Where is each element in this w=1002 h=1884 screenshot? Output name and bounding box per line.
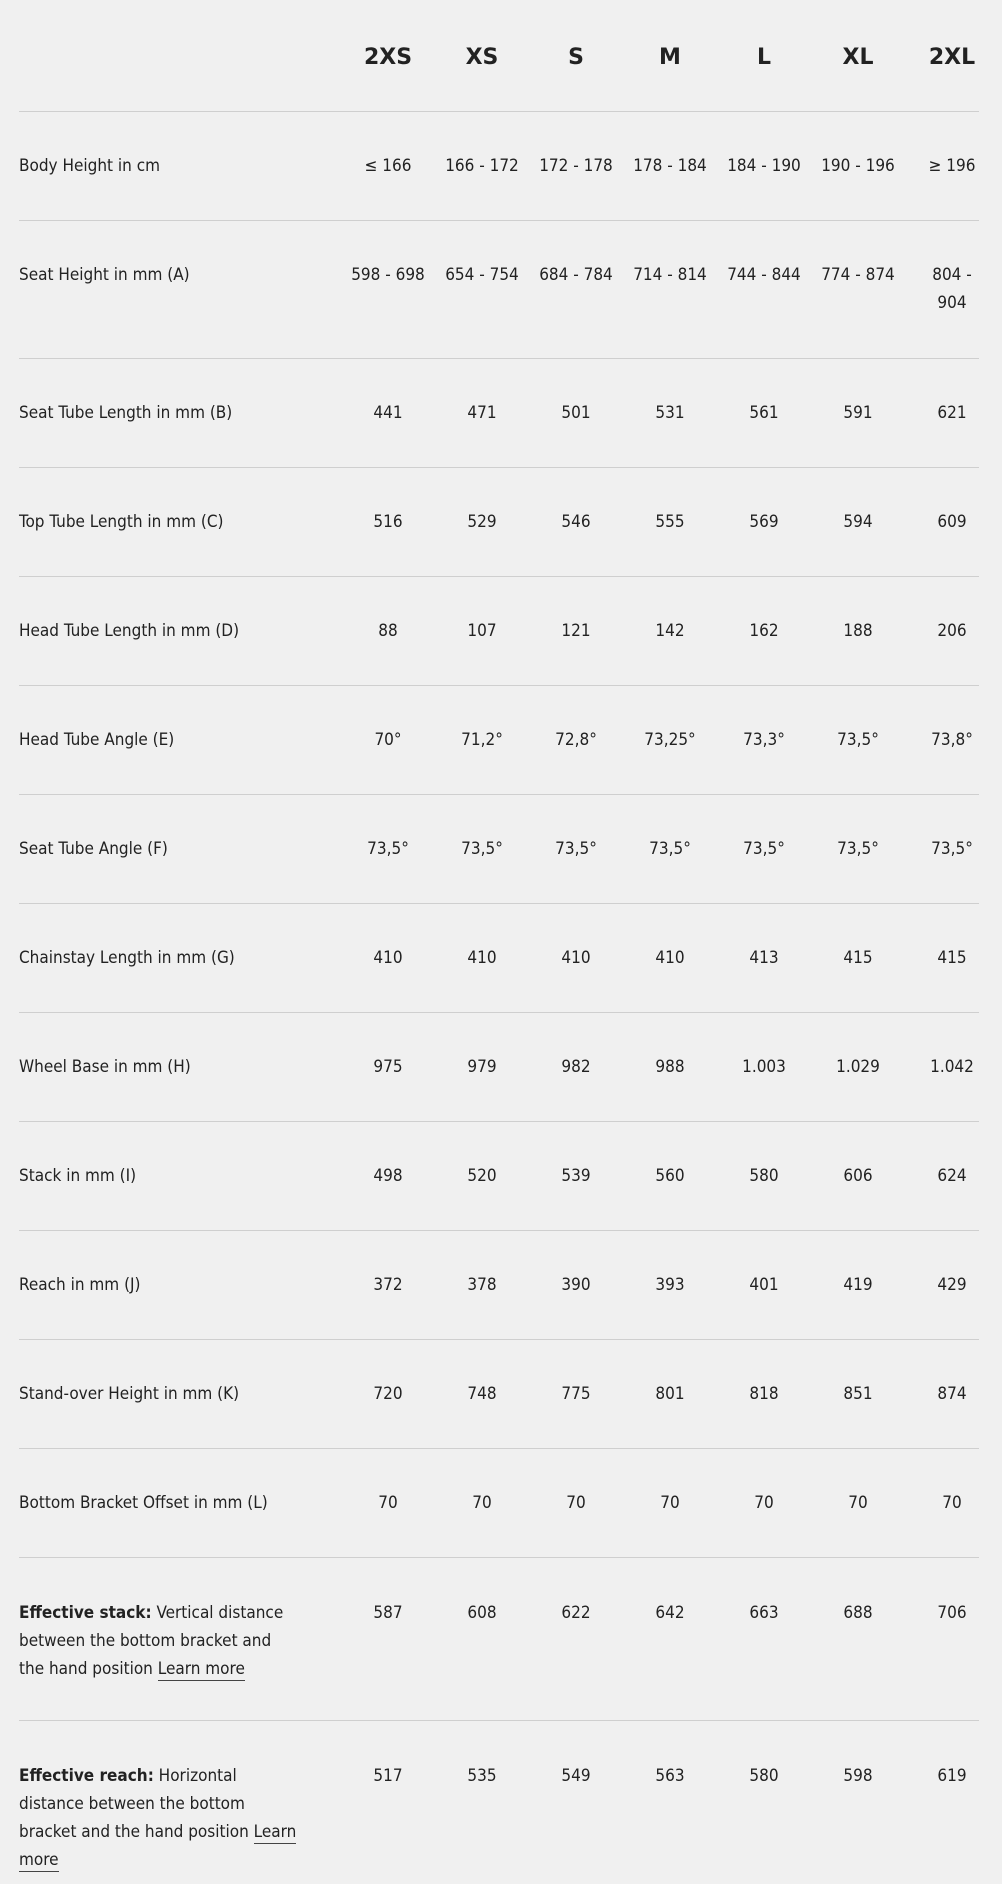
table-cell: 874 bbox=[937, 1384, 967, 1404]
table-cell: ≥ 196 bbox=[928, 156, 976, 176]
row-label: Head Tube Length in mm (D) bbox=[19, 621, 240, 641]
effective-reach-label bbox=[19, 1762, 341, 1874]
table-cell: 801 bbox=[655, 1384, 685, 1404]
effective-reach-learn-more-link[interactable]: Learn more bbox=[19, 1822, 297, 1870]
table-cell: 598 bbox=[843, 1766, 873, 1786]
table-cell: 714 - 814 bbox=[633, 265, 707, 285]
table-cell: 975 bbox=[373, 1057, 403, 1077]
table-cell: 471 bbox=[467, 403, 497, 423]
table-cell: 818 bbox=[749, 1384, 779, 1404]
effective-stack-text bbox=[19, 1599, 301, 1683]
table-cell: 684 - 784 bbox=[539, 265, 613, 285]
table-cell: 70 bbox=[660, 1493, 680, 1513]
size-header-s: S bbox=[568, 44, 584, 70]
table-cell: 121 bbox=[561, 621, 591, 641]
table-cell: 410 bbox=[373, 948, 403, 968]
table-cell: 73,5° bbox=[649, 839, 691, 859]
table-cell: 580 bbox=[749, 1166, 779, 1186]
table-cell: 441 bbox=[373, 403, 403, 423]
table-cell: 561 bbox=[749, 403, 779, 423]
row-top-tube-length bbox=[19, 468, 979, 577]
size-header-xl: XL bbox=[842, 44, 874, 70]
table-cell: 206 bbox=[937, 621, 967, 641]
row-label: Head Tube Angle (E) bbox=[19, 730, 175, 750]
row-label: Seat Tube Angle (F) bbox=[19, 839, 168, 859]
size-header-l: L bbox=[756, 44, 772, 70]
table-cell: 594 bbox=[843, 512, 873, 532]
geometry-table bbox=[19, 0, 979, 1884]
table-cell: 804 - 904 bbox=[932, 265, 972, 313]
table-cell: 88 bbox=[378, 621, 398, 641]
size-header-xs: XS bbox=[465, 44, 499, 70]
row-head-tube-angle bbox=[19, 686, 979, 795]
table-cell: 591 bbox=[843, 403, 873, 423]
table-cell: 73,5° bbox=[367, 839, 409, 859]
table-cell: 642 bbox=[655, 1603, 685, 1623]
table-cell: 587 bbox=[373, 1603, 403, 1623]
table-cell: 419 bbox=[843, 1275, 873, 1295]
table-cell: 71,2° bbox=[461, 730, 503, 750]
table-cell: 70 bbox=[848, 1493, 868, 1513]
row-label: Stand-over Height in mm (K) bbox=[19, 1384, 240, 1404]
table-cell: ≤ 166 bbox=[364, 156, 412, 176]
row-label: Stack in mm (I) bbox=[19, 1166, 137, 1186]
table-cell: 517 bbox=[373, 1766, 403, 1786]
row-stand-over-height bbox=[19, 1340, 979, 1449]
table-cell: 410 bbox=[561, 948, 591, 968]
row-label: Reach in mm (J) bbox=[19, 1275, 141, 1295]
size-header-m: M bbox=[659, 44, 681, 70]
table-cell: 988 bbox=[655, 1057, 685, 1077]
table-cell: 70 bbox=[378, 1493, 398, 1513]
table-cell: 73,5° bbox=[461, 839, 503, 859]
table-cell: 498 bbox=[373, 1166, 403, 1186]
table-cell: 73,25° bbox=[644, 730, 696, 750]
table-cell: 410 bbox=[655, 948, 685, 968]
row-body-height bbox=[19, 112, 979, 221]
table-cell: 162 bbox=[749, 621, 779, 641]
table-cell: 1.029 bbox=[836, 1057, 880, 1077]
table-cell: 70 bbox=[754, 1493, 774, 1513]
row-seat-height bbox=[19, 221, 979, 359]
table-cell: 372 bbox=[373, 1275, 403, 1295]
row-wheel-base bbox=[19, 1013, 979, 1122]
effective-stack-term: Effective stack: bbox=[19, 1603, 152, 1623]
table-cell: 851 bbox=[843, 1384, 873, 1404]
table-cell: 73,8° bbox=[931, 730, 973, 750]
row-bottom-bracket-offset bbox=[19, 1449, 979, 1558]
table-cell: 569 bbox=[749, 512, 779, 532]
effective-stack-learn-more-link[interactable]: Learn more bbox=[157, 1659, 245, 1679]
table-cell: 619 bbox=[937, 1766, 967, 1786]
table-cell: 775 bbox=[561, 1384, 591, 1404]
row-chainstay-length bbox=[19, 904, 979, 1013]
table-cell: 378 bbox=[467, 1275, 497, 1295]
effective-reach-term: Effective reach: bbox=[19, 1766, 154, 1786]
table-cell: 72,8° bbox=[555, 730, 597, 750]
table-cell: 546 bbox=[561, 512, 591, 532]
table-cell: 73,3° bbox=[743, 730, 785, 750]
table-cell: 748 bbox=[467, 1384, 497, 1404]
table-cell: 982 bbox=[561, 1057, 591, 1077]
row-seat-tube-length bbox=[19, 359, 979, 468]
table-cell: 410 bbox=[467, 948, 497, 968]
table-cell: 621 bbox=[937, 403, 967, 423]
table-cell: 107 bbox=[467, 621, 497, 641]
row-effective-reach bbox=[19, 1721, 979, 1884]
table-cell: 535 bbox=[467, 1766, 497, 1786]
table-cell: 73,5° bbox=[837, 730, 879, 750]
size-header-2xs: 2XS bbox=[363, 44, 413, 70]
table-cell: 555 bbox=[655, 512, 685, 532]
row-label: Wheel Base in mm (H) bbox=[19, 1057, 191, 1077]
table-cell: 774 - 874 bbox=[821, 265, 895, 285]
table-cell: 531 bbox=[655, 403, 685, 423]
row-stack bbox=[19, 1122, 979, 1231]
table-cell: 142 bbox=[655, 621, 685, 641]
table-cell: 1.042 bbox=[930, 1057, 974, 1077]
row-label: Chainstay Length in mm (G) bbox=[19, 948, 235, 968]
table-cell: 73,5° bbox=[743, 839, 785, 859]
table-cell: 70 bbox=[566, 1493, 586, 1513]
table-cell: 70 bbox=[942, 1493, 962, 1513]
table-cell: 539 bbox=[561, 1166, 591, 1186]
table-cell: 608 bbox=[467, 1603, 497, 1623]
table-cell: 520 bbox=[467, 1166, 497, 1186]
table-cell: 415 bbox=[843, 948, 873, 968]
table-cell: 598 - 698 bbox=[351, 265, 425, 285]
effective-reach-description: Horizontal distance between the bottom bracket and the hand position bbox=[19, 1766, 254, 1842]
table-cell: 73,5° bbox=[931, 839, 973, 859]
table-cell: 184 - 190 bbox=[727, 156, 801, 176]
table-cell: 688 bbox=[843, 1603, 873, 1623]
table-cell: 70° bbox=[374, 730, 402, 750]
table-cell: 188 bbox=[843, 621, 873, 641]
row-label: Top Tube Length in mm (C) bbox=[19, 512, 224, 532]
row-label: Body Height in cm bbox=[19, 156, 160, 176]
table-cell: 563 bbox=[655, 1766, 685, 1786]
table-cell: 429 bbox=[937, 1275, 967, 1295]
table-cell: 390 bbox=[561, 1275, 591, 1295]
size-header-2xl: 2XL bbox=[928, 44, 976, 70]
table-cell: 622 bbox=[561, 1603, 591, 1623]
table-cell: 979 bbox=[467, 1057, 497, 1077]
table-cell: 606 bbox=[843, 1166, 873, 1186]
table-cell: 663 bbox=[749, 1603, 779, 1623]
row-head-tube-length bbox=[19, 577, 979, 686]
table-cell: 501 bbox=[561, 403, 591, 423]
row-label: Seat Height in mm (A) bbox=[19, 265, 190, 285]
row-reach bbox=[19, 1231, 979, 1340]
table-cell: 70 bbox=[472, 1493, 492, 1513]
table-cell: 413 bbox=[749, 948, 779, 968]
table-cell: 744 - 844 bbox=[727, 265, 801, 285]
table-cell: 549 bbox=[561, 1766, 591, 1786]
table-cell: 706 bbox=[937, 1603, 967, 1623]
table-cell: 609 bbox=[937, 512, 967, 532]
table-cell: 580 bbox=[749, 1766, 779, 1786]
table-cell: 190 - 196 bbox=[821, 156, 895, 176]
table-cell: 415 bbox=[937, 948, 967, 968]
table-cell: 172 - 178 bbox=[539, 156, 613, 176]
table-cell: 393 bbox=[655, 1275, 685, 1295]
table-cell: 529 bbox=[467, 512, 497, 532]
table-cell: 166 - 172 bbox=[445, 156, 519, 176]
effective-stack-description: Vertical distance between the bottom bracket and the hand position bbox=[19, 1603, 284, 1679]
table-cell: 73,5° bbox=[837, 839, 879, 859]
table-cell: 401 bbox=[749, 1275, 779, 1295]
table-cell: 720 bbox=[373, 1384, 403, 1404]
table-cell: 1.003 bbox=[742, 1057, 786, 1077]
effective-stack-label bbox=[19, 1599, 341, 1683]
table-cell: 560 bbox=[655, 1166, 685, 1186]
table-cell: 178 - 184 bbox=[633, 156, 707, 176]
effective-reach-text bbox=[19, 1762, 301, 1874]
table-cell: 516 bbox=[373, 512, 403, 532]
row-label: Bottom Bracket Offset in mm (L) bbox=[19, 1493, 268, 1513]
size-header-row bbox=[19, 0, 979, 112]
table-cell: 654 - 754 bbox=[445, 265, 519, 285]
row-label: Seat Tube Length in mm (B) bbox=[19, 403, 233, 423]
table-cell: 73,5° bbox=[555, 839, 597, 859]
row-effective-stack bbox=[19, 1558, 979, 1721]
row-seat-tube-angle bbox=[19, 795, 979, 904]
table-cell: 624 bbox=[937, 1166, 967, 1186]
